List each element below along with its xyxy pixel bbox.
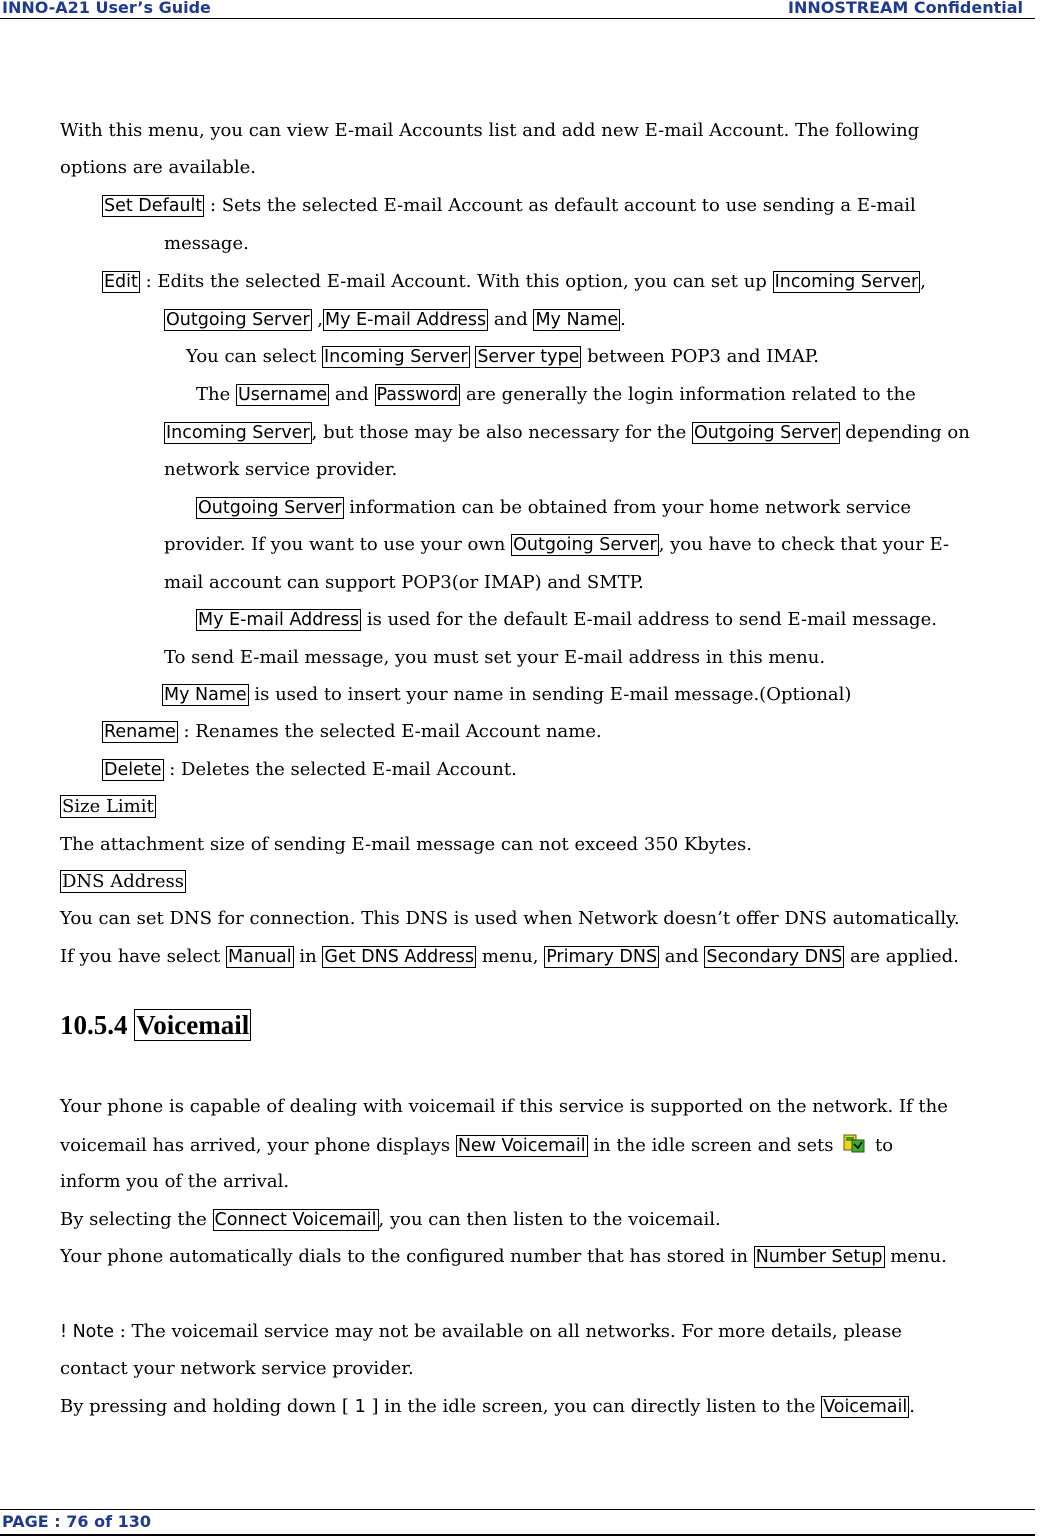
voicemail-p2: voicemail has arrived, your phone displays New Voicemail in the idle screen and sets to <box>60 1132 893 1159</box>
delete-item: Delete : Deletes the selected E-mail Account. <box>104 759 517 780</box>
voicemail-p5: Your phone automatically dials to the configured number that has stored in Number Setup menu. <box>60 1246 947 1267</box>
set-default-desc-2: message. <box>164 233 249 254</box>
section-heading <box>60 1010 251 1041</box>
note-line-1: ! Note : The voicemail service may not be available on all networks. For more details, please <box>60 1321 902 1342</box>
my-email-term-2: My E-mail Address <box>198 610 360 630</box>
delete-term: Delete <box>104 760 162 780</box>
note-line-2: contact your network service provider. <box>60 1358 414 1379</box>
dns-address-term: DNS Address <box>62 871 185 892</box>
section-number: 10.5.4 <box>60 1010 135 1040</box>
outgoing-server-term-4: Outgoing Server <box>513 535 657 555</box>
outgoing-server-term-3: Outgoing Server <box>198 498 342 518</box>
dns-desc-2: If you have select Manual in Get DNS Address menu, Primary DNS and Secondary DNS are applied. <box>60 946 959 967</box>
edit-line-8: provider. If you want to use your own Outgoing Server , you have to check that your E- <box>164 534 950 555</box>
edit-line-7: Outgoing Server information can be obtained from your home network service <box>198 497 912 518</box>
my-name-term-2: My Name <box>164 685 247 705</box>
voicemail-term: Voicemail <box>823 1397 908 1417</box>
edit-line-10: My E-mail Address is used for the default E-mail address to send E-mail message. <box>198 609 937 630</box>
voicemail-p3: inform you of the arrival. <box>60 1171 290 1192</box>
primary-dns-term: Primary DNS <box>546 947 658 967</box>
confidential-label: INNOSTREAM Confidential <box>788 0 1023 17</box>
edit-line-12: My Name is used to insert your name in sending E-mail message.(Optional) <box>164 684 852 705</box>
dns-desc-1: You can set DNS for connection. This DNS is used when Network doesn’t offer DNS automatically. <box>60 908 960 929</box>
incoming-server-term-3: Incoming Server <box>166 423 310 443</box>
voicemail-indicator-icon <box>843 1132 865 1154</box>
rename-term: Rename <box>104 722 176 742</box>
my-name-term: My Name <box>535 310 619 330</box>
size-limit-heading <box>60 794 156 820</box>
intro-line-2: options are available. <box>60 157 256 178</box>
incoming-server-term-2: Incoming Server <box>323 347 468 367</box>
note-line-3: By pressing and holding down [ 1 ] in the idle screen, you can directly listen to the Voicemail . <box>60 1396 915 1417</box>
set-default-term: Set Default <box>104 196 203 216</box>
edit-term: Edit <box>104 272 138 292</box>
connect-voicemail-term: Connect Voicemail <box>214 1210 377 1230</box>
password-term: Password <box>376 385 459 405</box>
new-voicemail-term: New Voicemail <box>457 1136 586 1156</box>
incoming-server-term: Incoming Server <box>774 272 919 292</box>
page-number: PAGE : 76 of 130 <box>2 1512 151 1531</box>
number-setup-term: Number Setup <box>755 1247 883 1267</box>
note-label: ! Note <box>60 1322 115 1342</box>
edit-line-6: network service provider. <box>164 459 398 480</box>
page-header <box>0 0 1035 19</box>
secondary-dns-term: Secondary DNS <box>706 947 843 967</box>
server-type-term: Server type <box>477 347 580 367</box>
document-title: INNO-A21 User’s Guide <box>2 0 211 17</box>
page-footer <box>0 1509 1035 1536</box>
edit-line-9: mail account can support POP3(or IMAP) and SMTP. <box>164 572 644 593</box>
edit-item: Edit : Edits the selected E-mail Account. With this option, you can set up Incoming Server , <box>104 271 926 292</box>
key-1: 1 <box>354 1397 366 1417</box>
section-title: Voicemail <box>136 1010 250 1040</box>
username-term: Username <box>237 385 328 405</box>
edit-line-11: To send E-mail message, you must set your E-mail address in this menu. <box>164 647 826 668</box>
rename-item: Rename : Renames the selected E-mail Account name. <box>104 721 602 742</box>
manual-term: Manual <box>228 947 292 967</box>
outgoing-server-term-2: Outgoing Server <box>694 423 838 443</box>
edit-line-2: Outgoing Server , My E-mail Address and My Name . <box>166 309 626 330</box>
get-dns-term: Get DNS Address <box>324 947 475 967</box>
intro-line-1: With this menu, you can view E-mail Accounts list and add new E-mail Account. The following <box>60 120 920 141</box>
edit-line-4: The Username and Password are generally the login information related to the <box>196 384 916 405</box>
size-limit-term: Size Limit <box>62 796 154 817</box>
voicemail-p4: By selecting the Connect Voicemail , you can then listen to the voicemail. <box>60 1209 721 1230</box>
outgoing-server-term: Outgoing Server <box>166 310 310 330</box>
edit-line-3: You can select Incoming Server Server type between POP3 and IMAP. <box>186 346 819 367</box>
edit-line-5: Incoming Server , but those may be also necessary for the Outgoing Server depending on <box>166 422 970 443</box>
set-default-item: Set Default : Sets the selected E-mail Account as default account to use sending a E-mail <box>104 195 916 216</box>
size-limit-desc: The attachment size of sending E-mail message can not exceed 350 Kbytes. <box>60 834 752 855</box>
voicemail-p1: Your phone is capable of dealing with voicemail if this service is supported on the network. If the <box>60 1096 948 1117</box>
dns-heading <box>60 869 186 895</box>
my-email-term: My E-mail Address <box>325 310 487 330</box>
